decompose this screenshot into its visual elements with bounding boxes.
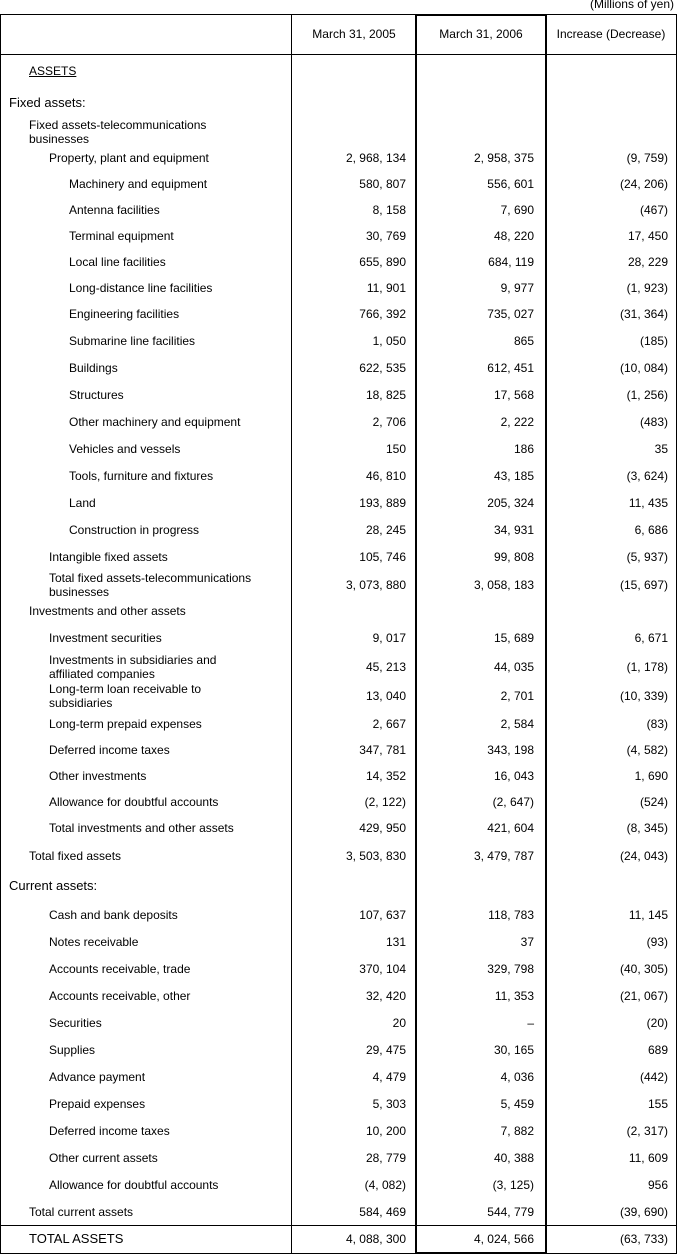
value-2006: 343, 198 xyxy=(487,743,534,757)
table-row xyxy=(0,463,677,490)
value-2005: 32, 420 xyxy=(365,989,406,1003)
value-change: (40, 305) xyxy=(619,962,668,976)
value-change: 17, 450 xyxy=(627,229,668,243)
value-2005: 9, 017 xyxy=(372,630,406,645)
value-2006: 3, 058, 183 xyxy=(473,577,534,592)
value-change: 35 xyxy=(654,442,668,456)
row-label: Total fixed assets xyxy=(29,849,122,863)
row-label: Prepaid expenses xyxy=(49,1097,146,1111)
value-2006: 4, 036 xyxy=(500,1070,534,1084)
value-2005: 18, 825 xyxy=(365,388,406,402)
value-2005: 13, 040 xyxy=(365,689,406,703)
header-col-2005: March 31, 2005 xyxy=(312,27,396,41)
table-row xyxy=(0,983,677,1010)
row-label: Structures xyxy=(69,388,124,402)
value-2005: 28, 779 xyxy=(365,1151,406,1165)
value-2006: 48, 220 xyxy=(493,229,534,243)
row-label: Property, plant and equipment xyxy=(49,151,209,166)
value-2006: 43, 185 xyxy=(493,469,534,483)
value-2006: 556, 601 xyxy=(487,177,534,191)
row-label: Total investments and other assets xyxy=(49,821,234,835)
value-change xyxy=(546,54,668,88)
value-change: 155 xyxy=(647,1097,668,1111)
value-2005: (4, 082) xyxy=(364,1178,406,1192)
row-label: Supplies xyxy=(49,1043,96,1057)
value-change: 11, 435 xyxy=(628,496,668,510)
value-2006: 15, 689 xyxy=(493,630,534,645)
row-label: Fixed assets-telecommunications businesses xyxy=(29,118,207,147)
value-2005: 105, 746 xyxy=(359,550,406,565)
value-change: (9, 759) xyxy=(626,151,668,166)
value-2005: 30, 769 xyxy=(365,229,406,243)
table-row xyxy=(0,88,677,120)
row-label: Machinery and equipment xyxy=(69,177,208,191)
value-2006: 684, 119 xyxy=(488,255,534,269)
value-2005: 193, 889 xyxy=(359,496,406,510)
value-2006: 2, 222 xyxy=(500,415,534,429)
value-2005: 4, 088, 300 xyxy=(345,1231,406,1246)
table-row xyxy=(0,598,677,624)
value-change xyxy=(546,119,668,146)
value-change: (467) xyxy=(639,203,668,217)
row-label: Antenna facilities xyxy=(69,203,160,217)
value-change: (524) xyxy=(639,795,668,809)
table-row xyxy=(0,146,677,172)
value-2005: 29, 475 xyxy=(365,1043,406,1057)
row-label: Investment securities xyxy=(49,630,162,645)
value-2005: 107, 637 xyxy=(359,908,406,922)
value-change: 956 xyxy=(647,1178,668,1192)
value-change: (63, 733) xyxy=(619,1231,668,1246)
value-change: (24, 206) xyxy=(619,177,668,191)
table-row xyxy=(0,54,677,88)
value-change: (93) xyxy=(646,935,668,949)
value-2006: 186 xyxy=(513,442,534,456)
table-row xyxy=(0,763,677,789)
table-row xyxy=(0,711,677,738)
value-change: (10, 084) xyxy=(619,361,668,375)
table-row xyxy=(0,624,677,652)
value-2006: 7, 690 xyxy=(500,203,534,217)
value-2005: 28, 245 xyxy=(365,523,406,537)
value-change: (1, 256) xyxy=(626,388,668,402)
value-2005: 347, 781 xyxy=(359,743,406,757)
value-change: 1, 690 xyxy=(634,769,668,783)
value-change: 6, 671 xyxy=(634,630,668,645)
value-2005: 20 xyxy=(392,1016,406,1030)
value-2006: 3, 479, 787 xyxy=(473,849,534,863)
value-change: (15, 697) xyxy=(619,577,668,592)
value-2005: 2, 706 xyxy=(372,415,406,429)
value-change: (24, 043) xyxy=(619,849,668,863)
row-label: Investments in subsidiaries and affiliated companies xyxy=(49,652,217,681)
table-row xyxy=(0,682,677,711)
value-2006: 44, 035 xyxy=(493,659,534,674)
row-label: Deferred income taxes xyxy=(49,1124,170,1138)
value-2006: 5, 459 xyxy=(500,1097,534,1111)
value-change: (21, 067) xyxy=(619,989,668,1003)
value-2006: – xyxy=(527,1016,534,1030)
value-change xyxy=(546,871,668,902)
table-row xyxy=(0,544,677,572)
row-label: ASSETS xyxy=(29,63,77,78)
value-change: 11, 609 xyxy=(628,1151,668,1165)
table-row xyxy=(0,1091,677,1118)
row-label: Fixed assets: xyxy=(9,95,86,111)
table-row xyxy=(0,902,677,929)
row-label: Investments and other assets xyxy=(29,604,186,618)
header-col-2006: March 31, 2006 xyxy=(439,27,523,41)
value-2005: 10, 200 xyxy=(365,1124,406,1138)
value-change: (1, 923) xyxy=(626,281,668,295)
table-row xyxy=(0,841,677,871)
row-label: Current assets: xyxy=(9,878,98,894)
row-label: Tools, furniture and fixtures xyxy=(69,469,214,483)
value-change: (39, 690) xyxy=(619,1205,668,1219)
value-2005 xyxy=(292,871,406,902)
value-2006: 2, 958, 375 xyxy=(473,151,534,166)
row-label: Deferred income taxes xyxy=(49,743,170,757)
value-change: (483) xyxy=(639,415,668,429)
table-row xyxy=(0,355,677,382)
value-change: (2, 317) xyxy=(626,1124,668,1138)
row-label: Cash and bank deposits xyxy=(49,908,178,922)
value-change: (442) xyxy=(639,1070,668,1084)
row-label: Accounts receivable, other xyxy=(49,989,191,1003)
row-label: Engineering facilities xyxy=(69,307,180,322)
row-label: Notes receivable xyxy=(49,935,139,949)
table-row xyxy=(0,490,677,517)
row-label: Total current assets xyxy=(29,1205,134,1219)
table-row xyxy=(0,409,677,436)
row-label: Vehicles and vessels xyxy=(69,442,181,456)
row-label: Intangible fixed assets xyxy=(49,550,168,565)
value-2005: 3, 503, 830 xyxy=(345,849,406,863)
table-row xyxy=(0,275,677,301)
table-row xyxy=(0,249,677,275)
value-2005 xyxy=(292,54,406,88)
table-row xyxy=(0,171,677,197)
value-2005 xyxy=(292,119,406,146)
value-2006: (3, 125) xyxy=(492,1178,534,1192)
value-2005: 622, 535 xyxy=(359,361,406,375)
row-label: Long-distance line facilities xyxy=(69,281,213,295)
value-change: (185) xyxy=(639,334,668,348)
value-change: (83) xyxy=(646,716,668,731)
value-2006: 2, 701 xyxy=(500,689,534,703)
table-row xyxy=(0,197,677,223)
value-2005: 2, 968, 134 xyxy=(345,151,406,166)
row-label: Other investments xyxy=(49,769,147,783)
row-label: Securities xyxy=(49,1016,102,1030)
value-2006: 735, 027 xyxy=(487,307,534,322)
value-2006: 205, 324 xyxy=(487,496,534,510)
value-change: 689 xyxy=(647,1043,668,1057)
table-row xyxy=(0,571,677,598)
col-divider-1 xyxy=(291,14,292,1254)
value-2005: 5, 303 xyxy=(372,1097,406,1111)
unit-note: (Millions of yen) xyxy=(589,0,674,11)
value-change: 28, 229 xyxy=(627,255,668,269)
row-label: Buildings xyxy=(69,361,118,375)
table-row xyxy=(0,301,677,328)
table-row xyxy=(0,1199,677,1226)
table-row xyxy=(0,328,677,355)
value-2006: 4, 024, 566 xyxy=(473,1231,534,1246)
table-row xyxy=(0,436,677,463)
value-2006: 9, 977 xyxy=(500,281,534,295)
value-2006: 421, 604 xyxy=(487,821,534,835)
value-2006: 37 xyxy=(520,935,534,949)
table-row xyxy=(0,1226,677,1253)
table-row xyxy=(0,382,677,409)
value-change: (31, 364) xyxy=(619,307,668,322)
value-change: 6, 686 xyxy=(634,523,668,537)
table-row xyxy=(0,1172,677,1199)
table-top-border xyxy=(0,14,677,15)
value-2005: 46, 810 xyxy=(365,469,406,483)
row-label: Allowance for doubtful accounts xyxy=(49,795,219,809)
value-2006: 40, 388 xyxy=(493,1151,534,1165)
table-row xyxy=(0,1010,677,1037)
value-change xyxy=(546,598,668,624)
value-2005: (2, 122) xyxy=(364,795,406,809)
value-2006: 30, 165 xyxy=(493,1043,534,1057)
row-label: Other current assets xyxy=(49,1151,158,1165)
value-change xyxy=(546,88,668,120)
value-2006: 34, 931 xyxy=(493,523,534,537)
table-row xyxy=(0,789,677,815)
value-2006: 118, 783 xyxy=(488,908,534,922)
table-row xyxy=(0,929,677,956)
value-change: 11, 145 xyxy=(628,908,668,922)
row-label: Land xyxy=(69,496,96,510)
header-col-change: Increase (Decrease) xyxy=(556,27,666,41)
value-2006: 17, 568 xyxy=(493,388,534,402)
value-2005: 655, 890 xyxy=(359,255,406,269)
value-2006: 2, 584 xyxy=(500,716,534,731)
row-label: Accounts receivable, trade xyxy=(49,962,191,976)
value-2005: 11, 901 xyxy=(366,281,406,295)
row-label: Long-term loan receivable to subsidiaries xyxy=(49,682,202,710)
value-2006: 7, 882 xyxy=(500,1124,534,1138)
value-2005: 45, 213 xyxy=(365,659,406,674)
value-2005: 8, 158 xyxy=(372,203,406,217)
value-change: (8, 345) xyxy=(626,821,668,835)
table-row xyxy=(0,119,677,146)
table-row xyxy=(0,652,677,682)
row-label: Long-term prepaid expenses xyxy=(49,716,202,731)
value-2005: 150 xyxy=(385,442,406,456)
value-2006: 329, 798 xyxy=(487,962,534,976)
row-label: Allowance for doubtful accounts xyxy=(49,1178,219,1192)
value-2005: 3, 073, 880 xyxy=(345,577,406,592)
row-label: Submarine line facilities xyxy=(69,334,196,348)
value-change: (20) xyxy=(646,1016,668,1030)
row-label: Construction in progress xyxy=(69,523,200,537)
table-row xyxy=(0,956,677,983)
value-change: (1, 178) xyxy=(626,659,668,674)
value-2006: 612, 451 xyxy=(487,361,534,375)
value-2005: 4, 479 xyxy=(372,1070,406,1084)
row-label: Terminal equipment xyxy=(69,229,174,243)
value-2006: 865 xyxy=(513,334,534,348)
value-2006: 11, 353 xyxy=(494,989,534,1003)
value-change: (4, 582) xyxy=(626,743,668,757)
value-2006: 99, 808 xyxy=(493,550,534,565)
value-2005: 584, 469 xyxy=(359,1205,406,1219)
value-2005 xyxy=(292,598,406,624)
value-2006: 544, 779 xyxy=(487,1205,534,1219)
value-2005: 370, 104 xyxy=(359,962,406,976)
balance-sheet-table xyxy=(0,14,677,1254)
value-change: (10, 339) xyxy=(619,689,668,703)
header-divider xyxy=(0,54,677,55)
row-label: Other machinery and equipment xyxy=(69,415,241,429)
row-label: Advance payment xyxy=(49,1070,146,1084)
table-row xyxy=(0,737,677,763)
value-change: (3, 624) xyxy=(626,469,668,483)
highlight-column-2006 xyxy=(415,14,547,1254)
row-label: Total fixed assets-telecommunications businesses xyxy=(49,570,252,599)
value-2005: 766, 392 xyxy=(359,307,406,322)
total-divider xyxy=(0,1225,677,1226)
value-2006: (2, 647) xyxy=(492,795,534,809)
table-row xyxy=(0,1145,677,1172)
table-row xyxy=(0,1064,677,1091)
row-label: TOTAL ASSETS xyxy=(29,1230,124,1246)
value-2005 xyxy=(292,88,406,120)
value-2005: 429, 950 xyxy=(359,821,406,835)
table-row xyxy=(0,1118,677,1145)
table-row xyxy=(0,871,677,902)
table-row xyxy=(0,223,677,249)
value-2005: 2, 667 xyxy=(372,716,406,731)
row-label: Local line facilities xyxy=(69,255,166,269)
value-2005: 14, 352 xyxy=(365,769,406,783)
value-change: (5, 937) xyxy=(626,550,668,565)
value-2005: 131 xyxy=(385,935,406,949)
table-row xyxy=(0,517,677,544)
value-2006: 16, 043 xyxy=(493,769,534,783)
table-left-border xyxy=(0,14,1,1254)
value-2005: 1, 050 xyxy=(372,334,406,348)
table-row xyxy=(0,1037,677,1064)
table-row xyxy=(0,815,677,841)
value-2005: 580, 807 xyxy=(359,177,406,191)
